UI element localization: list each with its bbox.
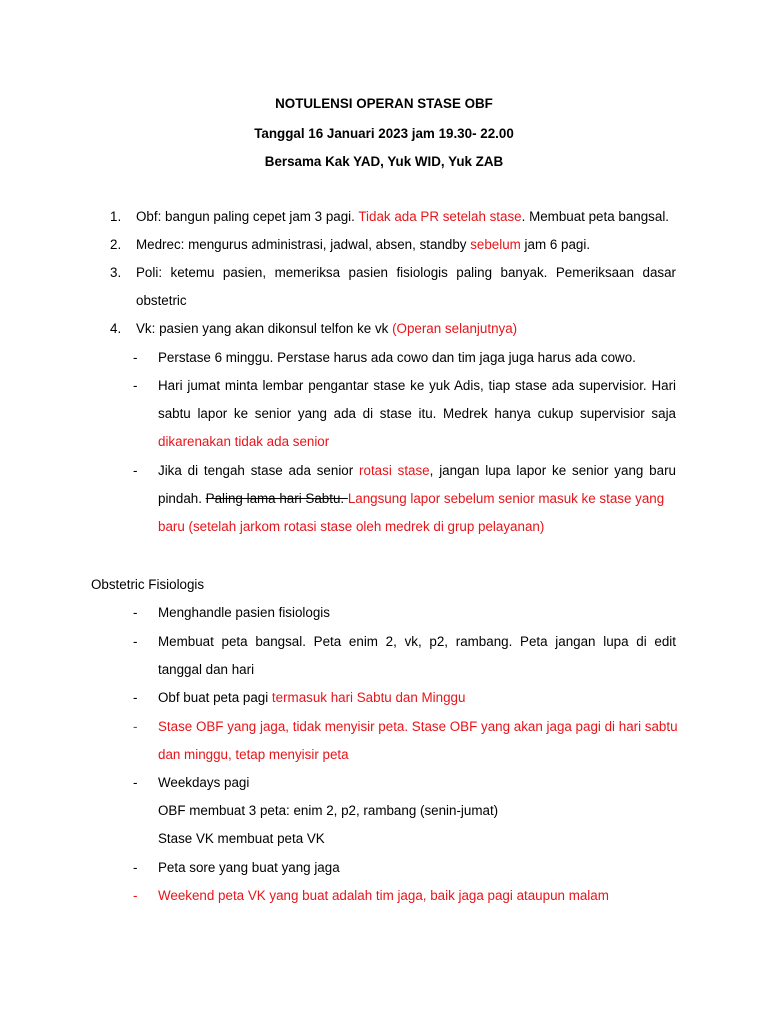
list-item-text: Menghandle pasien fisiologis <box>158 605 330 620</box>
list-item-text <box>136 321 517 336</box>
sub-item-highlight: Langsung lapor sebelum senior masuk ke stase yang <box>347 491 665 506</box>
list-item-text <box>158 690 465 705</box>
dash-bullet: - <box>133 690 138 705</box>
list-item-text: Weekdays pagi <box>158 775 250 790</box>
sub-item-text-a: pindah. <box>158 491 206 506</box>
list-item-highlight: Stase OBF yang jaga, tidak menyisir peta. Stase OBF yang akan jaga pagi di hari sabtu <box>158 719 678 734</box>
sub-item-text: sabtu lapor ke senior yang ada di stase itu. Medrek hanya cukup supervisior saja <box>158 406 676 421</box>
dash-bullet: - <box>133 463 138 478</box>
dash-bullet: - <box>133 888 138 903</box>
list-item-highlight: dan minggu, tetap menyisir peta <box>158 747 349 762</box>
list-item-text: Membuat peta bangsal. Peta enim 2, vk, p2, rambang. Peta jangan lupa di edit <box>158 634 676 649</box>
strikethrough-text: Paling lama hari Sabtu. <box>205 491 348 506</box>
section-title: Obstetric Fisiologis <box>91 577 205 592</box>
dash-bullet: - <box>133 719 138 734</box>
list-item-highlight: (Operan selanjutnya) <box>392 321 518 336</box>
list-item-text: tanggal dan hari <box>158 662 255 677</box>
meeting-attendees: Bersama Kak YAD, Yuk WID, Yuk ZAB <box>264 154 504 169</box>
dash-bullet: - <box>133 775 138 790</box>
dash-bullet: - <box>133 350 138 365</box>
list-number: 4. <box>110 321 122 336</box>
list-item-text-a: Vk: pasien yang akan dikonsul telfon ke vk <box>136 321 393 336</box>
dash-bullet: - <box>133 378 138 393</box>
sub-item-text-c: , jangan lupa lapor ke senior yang baru <box>429 463 676 478</box>
list-item-text-a: Obf buat peta pagi <box>158 690 272 705</box>
list-number: 1. <box>110 209 122 224</box>
list-item-text <box>136 209 669 224</box>
list-item-highlight: Weekend peta VK yang buat adalah tim jaga, baik jaga pagi ataupun malam <box>158 888 609 903</box>
sub-item-text: Perstase 6 minggu. Perstase harus ada cowo dan tim jaga juga harus ada cowo. <box>158 350 636 365</box>
list-item-text: Peta sore yang buat yang jaga <box>158 860 340 875</box>
list-item-text: OBF membuat 3 peta: enim 2, p2, rambang (senin-jumat) <box>158 803 499 818</box>
document-title: NOTULENSI OPERAN STASE OBF <box>275 96 493 111</box>
sub-item-highlight: baru (setelah jarkom rotasi stase oleh medrek di grup pelayanan) <box>158 519 545 534</box>
dash-bullet: - <box>133 634 138 649</box>
sub-item-text <box>158 463 676 478</box>
list-item-text-c: . Membuat peta bangsal. <box>521 209 670 224</box>
list-number: 2. <box>110 237 122 252</box>
list-item-text-a: Medrec: mengurus administrasi, jadwal, absen, standby <box>136 237 471 252</box>
sub-item-highlight: dikarenakan tidak ada senior <box>158 434 330 449</box>
list-item-highlight: sebelum <box>470 237 521 252</box>
sub-item-text: Hari jumat minta lembar pengantar stase ke yuk Adis, tiap stase ada supervisior. Hari <box>158 378 676 393</box>
list-item-text-c: jam 6 pagi. <box>520 237 591 252</box>
sub-item-text-a: Jika di tengah stase ada senior <box>158 463 360 478</box>
list-item-highlight: Tidak ada PR setelah stase <box>358 209 522 224</box>
list-item-text <box>136 237 590 252</box>
sub-item-text <box>158 491 664 506</box>
dash-bullet: - <box>133 605 138 620</box>
meeting-date: Tanggal 16 Januari 2023 jam 19.30- 22.00 <box>254 126 514 141</box>
sub-item-highlight: rotasi stase <box>359 463 430 478</box>
list-item-text-line2: obstetric <box>136 293 187 308</box>
dash-bullet: - <box>133 860 138 875</box>
list-item-highlight: termasuk hari Sabtu dan Minggu <box>271 690 466 705</box>
list-item-text-a: Obf: bangun paling cepet jam 3 pagi. <box>136 209 359 224</box>
list-item-text-line1: Poli: ketemu pasien, memeriksa pasien fisiologis paling banyak. Pemeriksaan dasar <box>136 265 676 280</box>
list-number: 3. <box>110 265 122 280</box>
list-item-text: Stase VK membuat peta VK <box>158 831 325 846</box>
